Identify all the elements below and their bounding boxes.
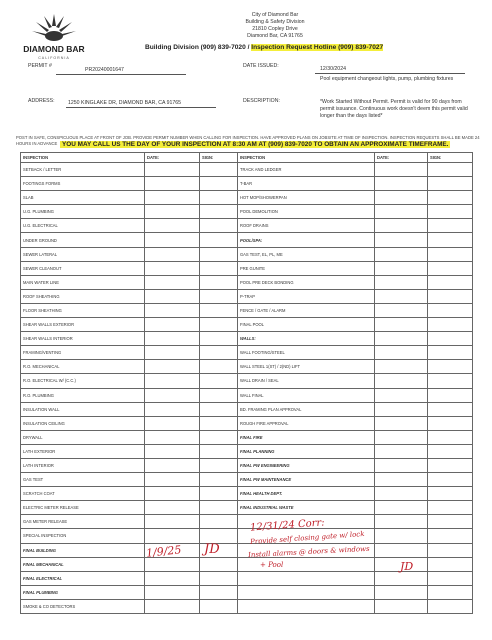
col-sign-left: SIGN: xyxy=(200,153,238,163)
date-cell-left xyxy=(145,473,200,487)
table-row xyxy=(21,219,473,233)
date-cell-right xyxy=(375,332,428,346)
inspection-item-right xyxy=(238,557,375,571)
work-description: Pool equipment changeout lights, pump, plumbing fixtures xyxy=(320,76,454,82)
date-cell-left xyxy=(145,515,200,529)
final-building-date: 1/9/25 xyxy=(145,543,182,560)
inspection-item-left: FINAL BUILDING xyxy=(21,543,145,557)
inspection-item-right: TRACK AND LEDGER xyxy=(238,163,375,177)
inspection-item-left: SEWER CLEANOUT xyxy=(21,261,145,275)
date-cell-right xyxy=(375,430,428,444)
inspection-item-right: ROUGH FIRE APPROVAL xyxy=(238,416,375,430)
inspection-item-right: FENCE / GATE / ALARM xyxy=(238,303,375,317)
city-name: City of Diamond Bar xyxy=(251,12,299,18)
date-cell-right xyxy=(375,303,428,317)
inspection-item-left: FINAL ELECTRICAL xyxy=(21,571,145,585)
inspection-item-right: FINAL PLANNING xyxy=(238,444,375,458)
table-row xyxy=(21,247,473,261)
date-cell-left xyxy=(145,289,200,303)
date-cell-right xyxy=(375,360,428,374)
date-cell-right xyxy=(375,585,428,599)
date-cell-left xyxy=(145,501,200,515)
inspection-item-left: SEWER LATERAL xyxy=(21,247,145,261)
inspection-item-right: WALL FINAL xyxy=(238,388,375,402)
sign-cell-left xyxy=(200,501,238,515)
col-date-left: DATE: xyxy=(145,153,200,163)
sign-cell-right xyxy=(428,458,473,472)
inspection-item-left: LATH EXTERIOR xyxy=(21,444,145,458)
sign-cell-right xyxy=(428,261,473,275)
inspection-item-left: SMOKE & CO DETECTORS xyxy=(21,599,145,613)
inspection-item-left: ROOF SHEATHING xyxy=(21,289,145,303)
inspection-item-right: WALL STEEL 1(ST) / 2(ND) LIFT xyxy=(238,360,375,374)
sign-cell-left xyxy=(200,219,238,233)
date-cell-right xyxy=(375,487,428,501)
inspection-item-left: FLOOR SHEATHING xyxy=(21,303,145,317)
sign-cell-left xyxy=(200,585,238,599)
inspection-item-left: INSULATION WALL xyxy=(21,402,145,416)
date-cell-left xyxy=(145,388,200,402)
handwritten-correction-initials: JD xyxy=(400,560,414,573)
inspection-item-right: FINAL PW ENGINEERING xyxy=(238,458,375,472)
sign-cell-right xyxy=(428,205,473,219)
table-row xyxy=(21,346,473,360)
sign-cell-right xyxy=(428,388,473,402)
date-cell-left xyxy=(145,205,200,219)
permit-description: *Work Started Without Permit. Permit is valid for 90 days from permit issuance. Continuous work doesn't deem this permit valid longer than the days listed* xyxy=(320,99,468,119)
col-sign-right: SIGN: xyxy=(428,153,473,163)
logo-subtext: CALIFORNIA xyxy=(38,56,70,60)
date-cell-right xyxy=(375,402,428,416)
table-row xyxy=(21,163,473,177)
inspection-item-right: FINAL FIRE xyxy=(238,430,375,444)
sign-cell-left xyxy=(200,289,238,303)
sign-cell-left xyxy=(200,557,238,571)
date-cell-right xyxy=(375,444,428,458)
sign-cell-left xyxy=(200,571,238,585)
inspection-item-left: LATH INTERIOR xyxy=(21,458,145,472)
date-cell-left xyxy=(145,191,200,205)
date-cell-right xyxy=(375,289,428,303)
inspection-item-left: U.G. ELECTRICAL xyxy=(21,219,145,233)
table-row xyxy=(21,487,473,501)
date-cell-left xyxy=(145,318,200,332)
table-row xyxy=(21,360,473,374)
inspection-item-right: T-BAR xyxy=(238,177,375,191)
inspection-item-left: FOOTINGS FORMS xyxy=(21,177,145,191)
sign-cell-right xyxy=(428,219,473,233)
sign-cell-right xyxy=(428,233,473,247)
date-cell-right xyxy=(375,599,428,613)
sign-cell-left xyxy=(200,416,238,430)
inspection-item-right: P-TRAP xyxy=(238,289,375,303)
table-row xyxy=(21,473,473,487)
table-header-row xyxy=(21,153,473,163)
date-issued-label: DATE ISSUED: xyxy=(243,63,279,69)
call-ahead-callout: YOU MAY CALL US THE DAY OF YOUR INSPECTION AT 8:30 AM AT (909) 839-7020 TO OBTAIN AN APPROXIMATE TIMEFRAME. xyxy=(62,141,449,148)
date-issued: 12/30/2024 xyxy=(320,66,346,72)
table-row xyxy=(21,275,473,289)
date-cell-left xyxy=(145,233,200,247)
table-row xyxy=(21,388,473,402)
table-row xyxy=(21,444,473,458)
date-cell-left xyxy=(145,261,200,275)
date-cell-left xyxy=(145,303,200,317)
sign-cell-right xyxy=(428,289,473,303)
table-row xyxy=(21,599,473,613)
sign-cell-left xyxy=(200,177,238,191)
inspection-item-left: U.G. PLUMBING xyxy=(21,205,145,219)
date-cell-right xyxy=(375,205,428,219)
street-address: 21810 Copley Drive xyxy=(252,26,298,32)
inspection-item-left: FINAL MECHANICAL xyxy=(21,557,145,571)
sign-cell-left xyxy=(200,388,238,402)
inspection-item-left: GAS TEST xyxy=(21,473,145,487)
date-cell-left xyxy=(145,275,200,289)
table-row xyxy=(21,303,473,317)
inspection-item-right: WALL FOOTING/STEEL xyxy=(238,346,375,360)
inspection-item-right: FINAL INDUSTRIAL WASTE xyxy=(238,501,375,515)
table-row xyxy=(21,191,473,205)
date-cell-left xyxy=(145,360,200,374)
inspection-item-right: POOL PRE DECK BONDING xyxy=(238,275,375,289)
table-row xyxy=(21,332,473,346)
inspection-item-left: FRAMING/VENTING xyxy=(21,346,145,360)
address-label: ADDRESS: xyxy=(28,98,55,104)
sign-cell-left xyxy=(200,599,238,613)
city-logo xyxy=(22,12,86,64)
handwritten-correction-2: Install alarms @ doors & windows xyxy=(247,544,370,560)
table-row xyxy=(21,289,473,303)
date-cell-left xyxy=(145,332,200,346)
sign-cell-right xyxy=(428,191,473,205)
inspection-item-right xyxy=(238,571,375,585)
inspection-item-left: SCRATCH COAT xyxy=(21,487,145,501)
sign-cell-right xyxy=(428,177,473,191)
handwritten-correction-1: Provide self closing gate w/ lock xyxy=(249,530,365,546)
sign-cell-left xyxy=(200,318,238,332)
sign-cell-right xyxy=(428,473,473,487)
inspection-item-right: WALL DRAIN / SEAL xyxy=(238,374,375,388)
sign-cell-right xyxy=(428,585,473,599)
date-cell-right xyxy=(375,233,428,247)
date-cell-left xyxy=(145,529,200,543)
col-inspection-left: INSPECTION xyxy=(21,153,145,163)
date-cell-left xyxy=(145,374,200,388)
sign-cell-left xyxy=(200,332,238,346)
table-row xyxy=(21,416,473,430)
inspection-hotline: Inspection Request Hotline (909) 839-7027 xyxy=(251,44,384,51)
inspection-item-left: SETBACK / LETTER xyxy=(21,163,145,177)
col-date-right: DATE: xyxy=(375,153,428,163)
date-cell-right xyxy=(375,529,428,543)
date-cell-left xyxy=(145,599,200,613)
date-cell-left xyxy=(145,346,200,360)
inspection-item-left: SLAB xyxy=(21,191,145,205)
sign-cell-right xyxy=(428,599,473,613)
inspection-item-right: PRE GUNITE xyxy=(238,261,375,275)
table-row xyxy=(21,515,473,529)
city-state-zip: Diamond Bar, CA 91765 xyxy=(247,33,303,39)
inspection-item-left: R.O. ELECTRICAL W/ (C.C.) xyxy=(21,374,145,388)
table-row xyxy=(21,571,473,585)
sign-cell-right xyxy=(428,444,473,458)
sign-cell-left xyxy=(200,191,238,205)
date-cell-right xyxy=(375,177,428,191)
table-row xyxy=(21,374,473,388)
inspection-item-right: HOT MOP/SHOWERPAN xyxy=(238,191,375,205)
inspection-item-left: DRYWALL xyxy=(21,430,145,444)
inspection-item-left: FINAL PLUMBING xyxy=(21,585,145,599)
sign-cell-right xyxy=(428,430,473,444)
table-row xyxy=(21,501,473,515)
inspection-item-left: SHEAR WALLS INTERIOR xyxy=(21,332,145,346)
inspection-item-left: GAS METER RELEASE xyxy=(21,515,145,529)
sign-cell-left xyxy=(200,402,238,416)
sign-cell-left xyxy=(200,346,238,360)
sign-cell-right xyxy=(428,332,473,346)
sign-cell-left xyxy=(200,303,238,317)
table-row xyxy=(21,430,473,444)
site-address: 1250 KINGLAKE DR, DIAMOND BAR, CA 91765 xyxy=(68,100,182,106)
table-row xyxy=(21,543,473,557)
final-building-signature: JD xyxy=(204,542,220,557)
sign-cell-left xyxy=(200,247,238,261)
inspection-table xyxy=(20,152,473,614)
date-cell-right xyxy=(375,571,428,585)
sign-cell-left xyxy=(200,205,238,219)
handwritten-correction-date: 12/31/24 Corr: xyxy=(249,517,325,534)
inspection-item-right: ROOF DRAINS xyxy=(238,219,375,233)
inspection-item-right: WALLS: xyxy=(238,332,375,346)
handwritten-correction-3: + Pool xyxy=(260,561,284,569)
sign-cell-right xyxy=(428,303,473,317)
date-cell-right xyxy=(375,473,428,487)
sign-cell-left xyxy=(200,261,238,275)
date-cell-right xyxy=(375,346,428,360)
date-cell-right xyxy=(375,374,428,388)
date-cell-left xyxy=(145,163,200,177)
sign-cell-left xyxy=(200,233,238,247)
sign-cell-left xyxy=(200,163,238,177)
sign-cell-right xyxy=(428,346,473,360)
date-cell-left xyxy=(145,458,200,472)
date-cell-left xyxy=(145,219,200,233)
date-cell-left xyxy=(145,557,200,571)
date-cell-left xyxy=(145,402,200,416)
date-cell-left xyxy=(145,430,200,444)
sign-cell-left xyxy=(200,444,238,458)
inspection-item-left: R.O. PLUMBING xyxy=(21,388,145,402)
inspection-item-right: FINAL PW MAINTENANCE xyxy=(238,473,375,487)
date-cell-left xyxy=(145,177,200,191)
inspection-item-right: FINAL POOL xyxy=(238,318,375,332)
inspection-item-right: POOL/SPA: xyxy=(238,233,375,247)
table-row xyxy=(21,318,473,332)
date-cell-left xyxy=(145,571,200,585)
table-row xyxy=(21,233,473,247)
inspection-item-right: POOL DEMOLITION xyxy=(238,205,375,219)
inspection-item-left: SHEAR WALLS EXTERIOR xyxy=(21,318,145,332)
sign-cell-right xyxy=(428,416,473,430)
table-row xyxy=(21,402,473,416)
table-row xyxy=(21,205,473,219)
date-cell-right xyxy=(375,318,428,332)
inspection-item-left: SPECIAL INSPECTION xyxy=(21,529,145,543)
sign-cell-right xyxy=(428,571,473,585)
inspection-item-left: R.O. MECHANICAL xyxy=(21,360,145,374)
date-cell-left xyxy=(145,487,200,501)
phone-line xyxy=(145,44,383,51)
table-row xyxy=(21,458,473,472)
division-phone: Building Division (909) 839-7020 / xyxy=(145,44,252,51)
sign-cell-right xyxy=(428,247,473,261)
sign-cell-right xyxy=(428,529,473,543)
description-label: DESCRIPTION: xyxy=(243,98,280,104)
date-cell-right xyxy=(375,191,428,205)
inspection-item-right: GAS TEST, EL, PL, ME xyxy=(238,247,375,261)
sign-cell-left xyxy=(200,515,238,529)
posting-notice: POST IN SAFE, CONSPICUOUS PLACE AT FRONT OF JOB. PROVIDE PERMIT NUMBER WHEN CALLING FOR INSPECTION. HAVE APPROVED PLANS ON JOBSITE AT TIME OF INSPECTION. INSPECTION REQUESTS SHALL BE MADE 24 HOURS IN ADVANCE xyxy=(16,135,480,146)
date-cell-right xyxy=(375,416,428,430)
date-cell-left xyxy=(145,247,200,261)
sign-cell-right xyxy=(428,360,473,374)
col-inspection-right: INSPECTION xyxy=(238,153,375,163)
sign-cell-left xyxy=(200,360,238,374)
table-row xyxy=(21,529,473,543)
inspection-item-left: MAIN WATER LINE xyxy=(21,275,145,289)
sign-cell-left xyxy=(200,487,238,501)
permit-number: PR20240001647 xyxy=(85,67,124,73)
inspection-item-right: BD. FRAMING PLAN APPROVAL xyxy=(238,402,375,416)
inspection-item-left: UNDER GROUND xyxy=(21,233,145,247)
table-row xyxy=(21,261,473,275)
sign-cell-right xyxy=(428,557,473,571)
date-cell-right xyxy=(375,163,428,177)
division-name: Building & Safety Division xyxy=(245,19,305,25)
table-row xyxy=(21,177,473,191)
logo-text: DIAMOND BAR xyxy=(23,44,85,54)
inspection-item-right xyxy=(238,585,375,599)
sign-cell-left xyxy=(200,529,238,543)
table-row xyxy=(21,585,473,599)
date-cell-right xyxy=(375,458,428,472)
sign-cell-right xyxy=(428,318,473,332)
inspection-item-right: FINAL HEALTH DEPT. xyxy=(238,487,375,501)
sign-cell-right xyxy=(428,402,473,416)
date-cell-left xyxy=(145,416,200,430)
inspection-item-right xyxy=(238,599,375,613)
date-cell-right xyxy=(375,501,428,515)
sign-cell-right xyxy=(428,163,473,177)
sign-cell-right xyxy=(428,275,473,289)
sign-cell-right xyxy=(428,543,473,557)
sign-cell-left xyxy=(200,275,238,289)
date-cell-right xyxy=(375,515,428,529)
sign-cell-left xyxy=(200,430,238,444)
date-cell-right xyxy=(375,388,428,402)
date-cell-right xyxy=(375,543,428,557)
date-cell-right xyxy=(375,247,428,261)
date-cell-right xyxy=(375,219,428,233)
date-cell-left xyxy=(145,444,200,458)
sign-cell-left xyxy=(200,458,238,472)
sign-cell-right xyxy=(428,515,473,529)
inspection-item-left: INSULATION CEILING xyxy=(21,416,145,430)
sign-cell-left xyxy=(200,374,238,388)
sign-cell-left xyxy=(200,473,238,487)
date-cell-right xyxy=(375,275,428,289)
permit-label: PERMIT # xyxy=(28,63,52,69)
date-cell-left xyxy=(145,585,200,599)
sign-cell-right xyxy=(428,487,473,501)
sign-cell-right xyxy=(428,501,473,515)
inspection-item-left: ELECTRIC METER RELEASE xyxy=(21,501,145,515)
sign-cell-right xyxy=(428,374,473,388)
date-cell-right xyxy=(375,261,428,275)
